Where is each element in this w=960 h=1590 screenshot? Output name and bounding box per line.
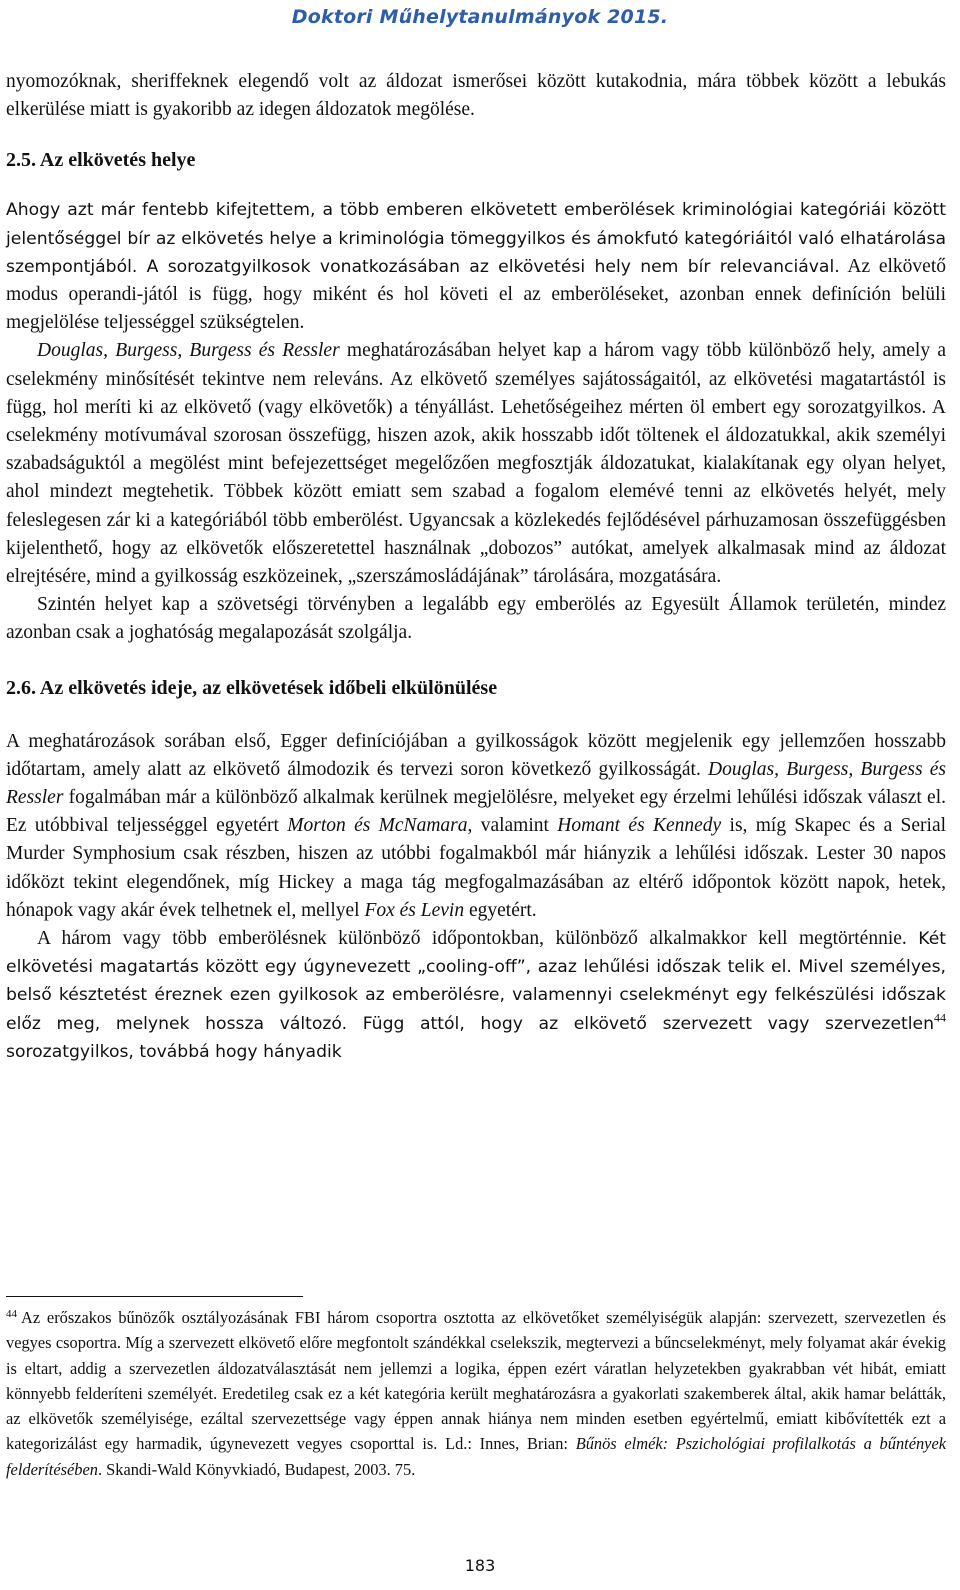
- paragraph-2-6-2: A három vagy több emberölésnek különböző időpontokban, különböző alkalmakkor kell megtörténnie. Két elkövetési magatartás között egy úgynevezett „cooling-off”, azaz lehűlési időszak telik el. Mivel személyes, belső késztetést éreznek ezen gyilkosok az emberölésre, valamennyi cselekményt egy felkészülési időszak előz meg, melynek hossza változó. Függ attól, hogy az elkövető szervezett vagy szervezetlen$^{44}$ sorozatgyilkos, továbbá hogy hányadik: [6, 928, 947, 1062]
- paragraph-intro: nyomozóknak, sheriffeknek elegendő volt az áldozat ismerősei között kutakodnia, mára többek között a lebukás elkerülése miatt is gyakoribb az idegen áldozatok megölése.: [6, 71, 946, 121]
- page-number: 183: [464, 1556, 496, 1575]
- footnote-number: 44: [6, 1307, 17, 1320]
- paragraph-2-5-1-part-b: Az elkövető modus operandi-jától is függ, hogy miként és hol követi el az emberöléseket, azonban ennek definíción belüli megjelölése teljességgel szükségtelen.: [6, 255, 946, 334]
- running-head: Doktori Műhelytanulmányok 2015.: [291, 6, 669, 28]
- paragraph-2-6-1: A meghatározások sorában első, Egger definíciójában a gyilkosságok között megjelenik egy jellemzően hosszabb időtartam, amely alatt az elkövető álmodozik és tervezi soron következő gyilkosságát. Douglas, Burgess, Burgess és Ressler fogalmában már a különböző alkalmak kerülnek megjelölésre, melyeket egy érzelmi lehűlési időszak választ el. Ez utóbbival teljességgel egyetért Morton és McNamara, valamint Homant és Kennedy is, míg Skapec és a Serial Murder Symphosium csak részben, hiszen az utóbbi fogalmakból már hiányzik a lehűlési időszak. Lester 30 napos időközt tekint elegendőnek, míg Hickey a maga tág megfogalmazásában az eltérő időpontok között napok, hetek, hónapok vagy akár évek telhetnek el, mellyel Fox és Levin egyetért.: [6, 730, 947, 921]
- footnote-44: $^{44}$ Az erőszakos bűnözők osztályozásának FBI három csoportra osztotta az elkövetőket személyiségük alapján: szervezett, szervezetlen és vegyes csoportra. Míg a szervezett elkövető előre megfontolt szándékkal cselekszik, megtervezi a bűncselekményt, mely folyamat akár évekig is eltart, addig a szervezetlen áldozatválasztását nem jellemzi a logika, éppen ezért váratlan helyzetekben gyakrabban vét hibát, emiatt könnyebb felderíteni személyét. Eredetileg csak ez a két kategória került meghatározásra a gyakorlati szakemberek által, akik hamar belátták, az elkövetők személyisége, ezáltal szervezettsége vagy éppen annak hiánya nem minden esetben egyértelmű, emiatt kibővítették ezt a kategorizálást egy harmadik, úgynevezett vegyes csoporttal is. Ld.: Innes, Brian: Bűnös elmék: Pszichológiai profilalkotás a bűntények felderítésében. Skandi-Wald Könyvkiadó, Budapest, 2003. 75.: [6, 1307, 946, 1479]
- authors-citation: Homant és Kennedy: [557, 815, 722, 837]
- section-heading-2-5: 2.5. Az elkövetés helye: [6, 149, 196, 172]
- paragraph-2-5-1: [6, 196, 946, 337]
- paragraph-2-5-1-part-a: Ahogy azt már fentebb kifejtettem, a több emberen elkövetett emberölések kriminológiai kategóriái között jelentőséggel bír az elkövetés helye a kriminológia tömeggyilkos és ámokfutó kategóriáitól való elhatárolása szempontjából. A sorozatgyilkosok vonatkozásában az elkövetési hely nem bír relevanciával.: [6, 200, 946, 277]
- authors-citation: Douglas, Burgess, Burgess és Ressler: [6, 758, 946, 809]
- footnote-reference[interactable]: 44: [934, 1010, 946, 1025]
- paragraph-2-5-2: Douglas, Burgess, Burgess és Ressler meghatározásában helyet kap a három vagy több különböző hely, amely a cselekmény minősítését tekintve nem releváns. Az elkövető személyes sajátosságaitól, az elkövetési magatartástól is függ, hol meríti ki az elkövető (vagy elkövetők) a tényállást. Lehetőségeihez mérten öl embert egy sorozatgyilkos. A cselekmény motívumával szorosan összefügg, hiszen azok, akik hosszabb időt töltenek el áldozatukkal, akik személyi szabadságuktól a megölést mint befejezettséget megelőzően megfosztják áldozatukat, kialakítanak egy olyan helyet, ahol mindezt megtehetik. Többek között emiatt sem szabad a fogalom elemévé tenni az elkövetés helyét, mely feleslegesen zár ki a kategóriából több emberölést. Ugyancsak a közlekedés fejlődésével párhuzamosan összefüggésben kijelenthető, hogy az elkövetők előszeretettel használnak „dobozos” autókat, amelyek alkalmasak mind az áldozat elrejtésére, mind a gyilkosság eszközeinek, „szerszámosládájának” tárolására, mozgatására.: [6, 340, 946, 588]
- body-text: [6, 68, 946, 1066]
- authors-citation: Douglas, Burgess, Burgess és Ressler: [37, 340, 340, 362]
- book-title: Bűnös elmék: Pszichológiai profilalkotás a bűntények felderítésében: [6, 1434, 946, 1479]
- section-heading-2-6: 2.6. Az elkövetés ideje, az elkövetések időbeli elkülönülése: [6, 676, 498, 699]
- footnote-separator: [6, 1296, 303, 1297]
- authors-citation: Fox és Levin: [364, 899, 465, 921]
- paragraph-2-5-3: Szintén helyet kap a szövetségi törvényben a legalább egy emberölés az Egyesült Államok területén, mindez azonban csak a joghatóság megalapozását szolgálja.: [6, 594, 946, 644]
- authors-citation: Morton és McNamara: [287, 815, 468, 837]
